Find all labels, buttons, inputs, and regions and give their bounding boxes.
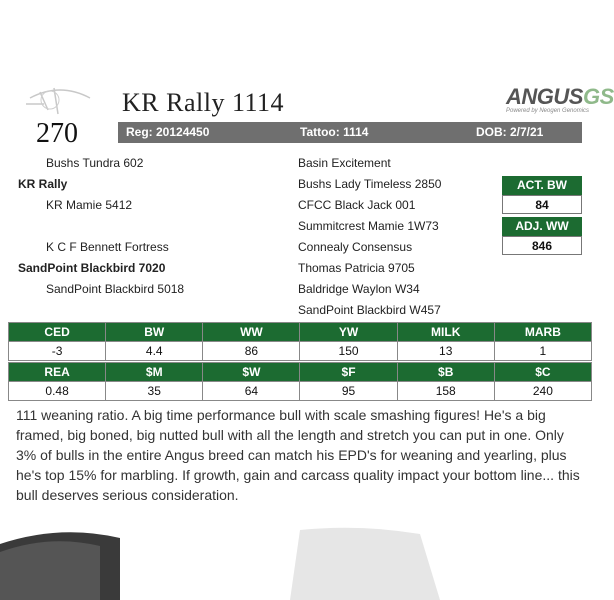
dam-dam: SandPoint Blackbird 5018: [46, 282, 185, 296]
epd-value-c: 240: [494, 382, 591, 401]
logo-subtext: Powered by Neogen Genomics: [506, 108, 590, 114]
act-bw-label: ACT. BW: [502, 176, 582, 195]
epd-value-ww: 86: [203, 342, 300, 361]
epd-table-2: [8, 362, 592, 401]
sire: KR Rally: [18, 177, 68, 191]
epd-value-row-1: [9, 342, 592, 361]
registration-number: Reg: 20124450: [126, 125, 210, 139]
angus-gs-logo: [506, 84, 614, 114]
dam-sire: K C F Bennett Fortress: [46, 240, 169, 254]
adj-ww-value: 846: [502, 236, 582, 255]
epd-value-f: 95: [300, 382, 397, 401]
logo-accent-text: GS: [582, 84, 614, 109]
dam: SandPoint Blackbird 7020: [18, 261, 166, 275]
epd-value-marb: 1: [494, 342, 591, 361]
pedigree-right-5: Connealy Consensus: [298, 240, 413, 254]
sire-dam: KR Mamie 5412: [46, 198, 133, 212]
windmill-icon: [20, 84, 100, 118]
adj-ww-label: ADJ. WW: [502, 217, 582, 236]
epd-header-ww: WW: [203, 323, 300, 342]
epd-value-row-2: [9, 382, 592, 401]
epd-value-b: 158: [397, 382, 494, 401]
act-bw-value: 84: [502, 195, 582, 214]
epd-table-1: [8, 322, 592, 361]
epd-header-bw: BW: [106, 323, 203, 342]
pedigree-right-8: SandPoint Blackbird W457: [298, 303, 441, 317]
epd-value-yw: 150: [300, 342, 397, 361]
epd-header-w: $W: [203, 363, 300, 382]
epd-header-ced: CED: [9, 323, 106, 342]
date-of-birth: DOB: 2/7/21: [476, 125, 544, 139]
epd-header-milk: MILK: [397, 323, 494, 342]
epd-value-w: 64: [203, 382, 300, 401]
epd-value-rea: 0.48: [9, 382, 106, 401]
bull-description: 111 weaning ratio. A big time performance bull with scale smashing figures! He's a big framed, big boned, big nutted bull with all the length and stretch you can put in one. Only 3% of bulls in the entire Angus breed can match his EPD's for weaning and yearling, plus he's top 15% for marbling. If growth, gain and carcass quality impact your bottom line... this bull deserves serious consideration.: [16, 407, 580, 503]
epd-value-bw: 4.4: [106, 342, 203, 361]
logo-main-text: ANGUS: [506, 84, 583, 109]
epd-value-milk: 13: [397, 342, 494, 361]
pedigree-right-6: Thomas Patricia 9705: [298, 261, 415, 275]
pedigree-right-2: Bushs Lady Timeless 2850: [298, 177, 442, 191]
epd-header-rea: REA: [9, 363, 106, 382]
registration-bar: [118, 122, 582, 143]
epd-header-row-1: [9, 323, 592, 342]
bull-photo: [0, 524, 600, 600]
epd-header-m: $M: [106, 363, 203, 382]
sire-sire: Bushs Tundra 602: [46, 156, 144, 170]
epd-header-marb: MARB: [494, 323, 591, 342]
pedigree-right-3: CFCC Black Jack 001: [298, 198, 416, 212]
epd-value-ced: -3: [9, 342, 106, 361]
pedigree-right-7: Baldridge Waylon W34: [298, 282, 420, 296]
epd-header-c: $C: [494, 363, 591, 382]
epd-header-b: $B: [397, 363, 494, 382]
pedigree-right-1: Basin Excitement: [298, 156, 391, 170]
epd-header-row-2: [9, 363, 592, 382]
epd-value-m: 35: [106, 382, 203, 401]
epd-header-f: $F: [300, 363, 397, 382]
bull-name: KR Rally 1114: [122, 88, 285, 117]
tattoo: Tattoo: 1114: [300, 125, 369, 139]
pedigree-right-4: Summitcrest Mamie 1W73: [298, 219, 439, 233]
lot-number: 270: [36, 118, 78, 149]
epd-header-yw: YW: [300, 323, 397, 342]
